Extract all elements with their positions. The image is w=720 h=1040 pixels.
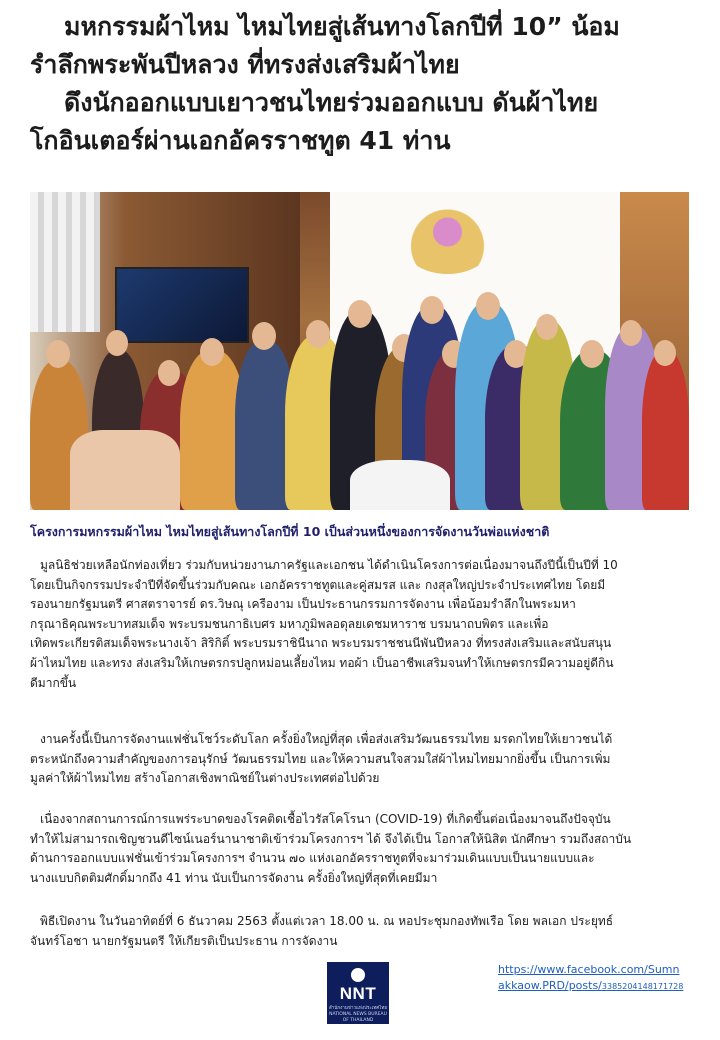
event-logo-icon bbox=[400, 204, 495, 274]
headline bbox=[30, 8, 700, 160]
paragraph-line: กรุณาธิคุณพระบาทสมเด็จ พระบรมชนกาธิเบศร มหาภูมิพลอดุลยเดชมหาราช บรมนาถบพิตร และเพื่อ bbox=[30, 616, 549, 631]
source-link-line-1: https://www.facebook.com/Sumn bbox=[498, 963, 680, 976]
paragraph-4 bbox=[30, 912, 696, 951]
nnt-logo-text: NNT bbox=[339, 984, 377, 1003]
headline-line-2: รำลึกพระพันปีหลวง ที่ทรงส่งเสริมผ้าไทย bbox=[30, 50, 460, 79]
globe-icon bbox=[351, 968, 365, 982]
headline-line-1: มหกรรมผ้าไหม ไหมไทยสู่เส้นทางโลกปีที่ 10” น้อม bbox=[64, 12, 620, 41]
paragraph-line: เทิดพระเกียรติสมเด็จพระนางเจ้า สิริกิติ์ พระบรมราชินีนาถ พระบรมราชชนนีพันปีหลวง ที่ทรงส่งเสริมและสนับสนุน bbox=[30, 636, 612, 651]
paragraph-line: ดีมากขึ้น bbox=[30, 675, 77, 690]
nnt-logo bbox=[327, 962, 389, 1024]
paragraph-3 bbox=[30, 810, 696, 888]
paragraph-line: จันทร์โอชา นายกรัฐมนตรี ให้เกียรติเป็นประธาน การจัดงาน bbox=[30, 933, 338, 948]
nnt-logo-subtitle: สำนักงานข่าวแห่งประเทศไทย NATIONAL NEWS BUREAU OF THAILAND bbox=[329, 1006, 387, 1023]
paragraph-line: ทำให้ไม่สามารถเชิญชวนดีไซน์เนอร์นานาชาติเข้าร่วมโครงการฯ ได้ จึงได้เป็น โอกาสให้นิสิต นักศึกษา รวมถึงสถาบัน bbox=[30, 831, 632, 846]
headline-line-4: โกอินเตอร์ผ่านเอกอัครราชทูต 41 ท่าน bbox=[30, 126, 451, 155]
source-link-post-id: 3385204148171728 bbox=[601, 982, 684, 991]
paragraph-2 bbox=[30, 730, 696, 789]
paragraph-line: งานครั้งนี้เป็นการจัดงานแฟชั่นโชว์ระดับโลก ครั้งยิ่งใหญ่ที่สุด เพื่อส่งเสริมวัฒนธรรมไทย มรดกไทยให้เยาวชนได้ bbox=[40, 732, 613, 746]
paragraph-line: พิธีเปิดงาน ในวันอาทิตย์ที่ 6 ธันวาคม 2563 ตั้งแต่เวลา 18.00 น. ณ หอประชุมกองทัพเรือ โดย พลเอก ประยุทธ์ bbox=[40, 914, 614, 928]
paragraph-line: มูลนิธิช่วยเหลือนักท่องเที่ยว ร่วมกับหน่วยงานภาครัฐและเอกชน ได้ดำเนินโครงการต่อเนื่องมาจนถึงปีนี้เป็นปีที่ 10 bbox=[40, 558, 618, 572]
photo-crowd bbox=[30, 300, 689, 510]
paragraph-line: ตระหนักถึงความสำคัญของการอนุรักษ์ วัฒนธรรมไทย และให้ความสนใจสวมใส่ผ้าไหมไทยมากยิ่งขึ้น เป็นการเพิ่ม bbox=[30, 751, 611, 766]
paragraph-line: นางแบบกิตติมศักดิ์มากถึง 41 ท่าน นับเป็นการจัดงาน ครั้งยิ่งใหญ่ที่สุดที่เคยมีมา bbox=[30, 870, 438, 885]
paragraph-line: โดยเป็นกิจกรรมประจำปีที่จัดขึ้นร่วมกับคณะ เอกอัครราชทูตและคู่สมรส และ กงสุลใหญ่ประจำประเทศไทย โดยมี bbox=[30, 577, 606, 592]
photo-caption: โครงการมหกรรมผ้าไหม ไหมไทยสู่เส้นทางโลกปีที่ 10 เป็นส่วนหนึ่งของการจัดงานวันพ่อแห่งชาติ bbox=[30, 524, 550, 539]
paragraph-line: ผ้าไหมไทย และทรง ส่งเสริมให้เกษตรกรปลูกหม่อนเลี้ยงไหม ทอผ้า เป็นอาชีพเสริมจนทำให้เกษตรกรมีความอยู่ดีกิน bbox=[30, 655, 614, 670]
paragraph-line: เนื่องจากสถานการณ์การแพร่ระบาดของโรคติดเชื้อไวรัสโคโรนา (COVID-19) ที่เกิดขึ้นต่อเนื่องมาจนถึงปัจจุบัน bbox=[40, 812, 611, 826]
source-link-path: akkaow.PRD/posts/ bbox=[498, 979, 602, 992]
source-link-line-2 bbox=[498, 978, 698, 995]
source-link[interactable] bbox=[498, 962, 698, 995]
paragraph-line: มูลค่าให้ผ้าไหมไทย สร้างโอกาสเชิงพาณิชย์ในต่างประเทศต่อไปด้วย bbox=[30, 771, 380, 786]
headline-line-3: ดึงนักออกแบบเยาวชนไทยร่วมออกแบบ ดันผ้าไทย bbox=[64, 88, 599, 117]
paragraph-1 bbox=[30, 556, 696, 693]
paragraph-line: รองนายกรัฐมนตรี ศาสตราจารย์ ดร.วิษณุ เครืองาม เป็นประธานกรรมการจัดงาน เพื่อน้อมรำลึกในพระมหา bbox=[30, 597, 576, 612]
paragraph-line: ด้านการออกแบบแฟชั่นเข้าร่วมโครงการฯ จำนวน ๗๐ แห่งเอกอัครราชทูตที่จะมาร่วมเดินแบบเป็นนายแบบและ bbox=[30, 851, 595, 866]
event-photo bbox=[30, 192, 689, 510]
